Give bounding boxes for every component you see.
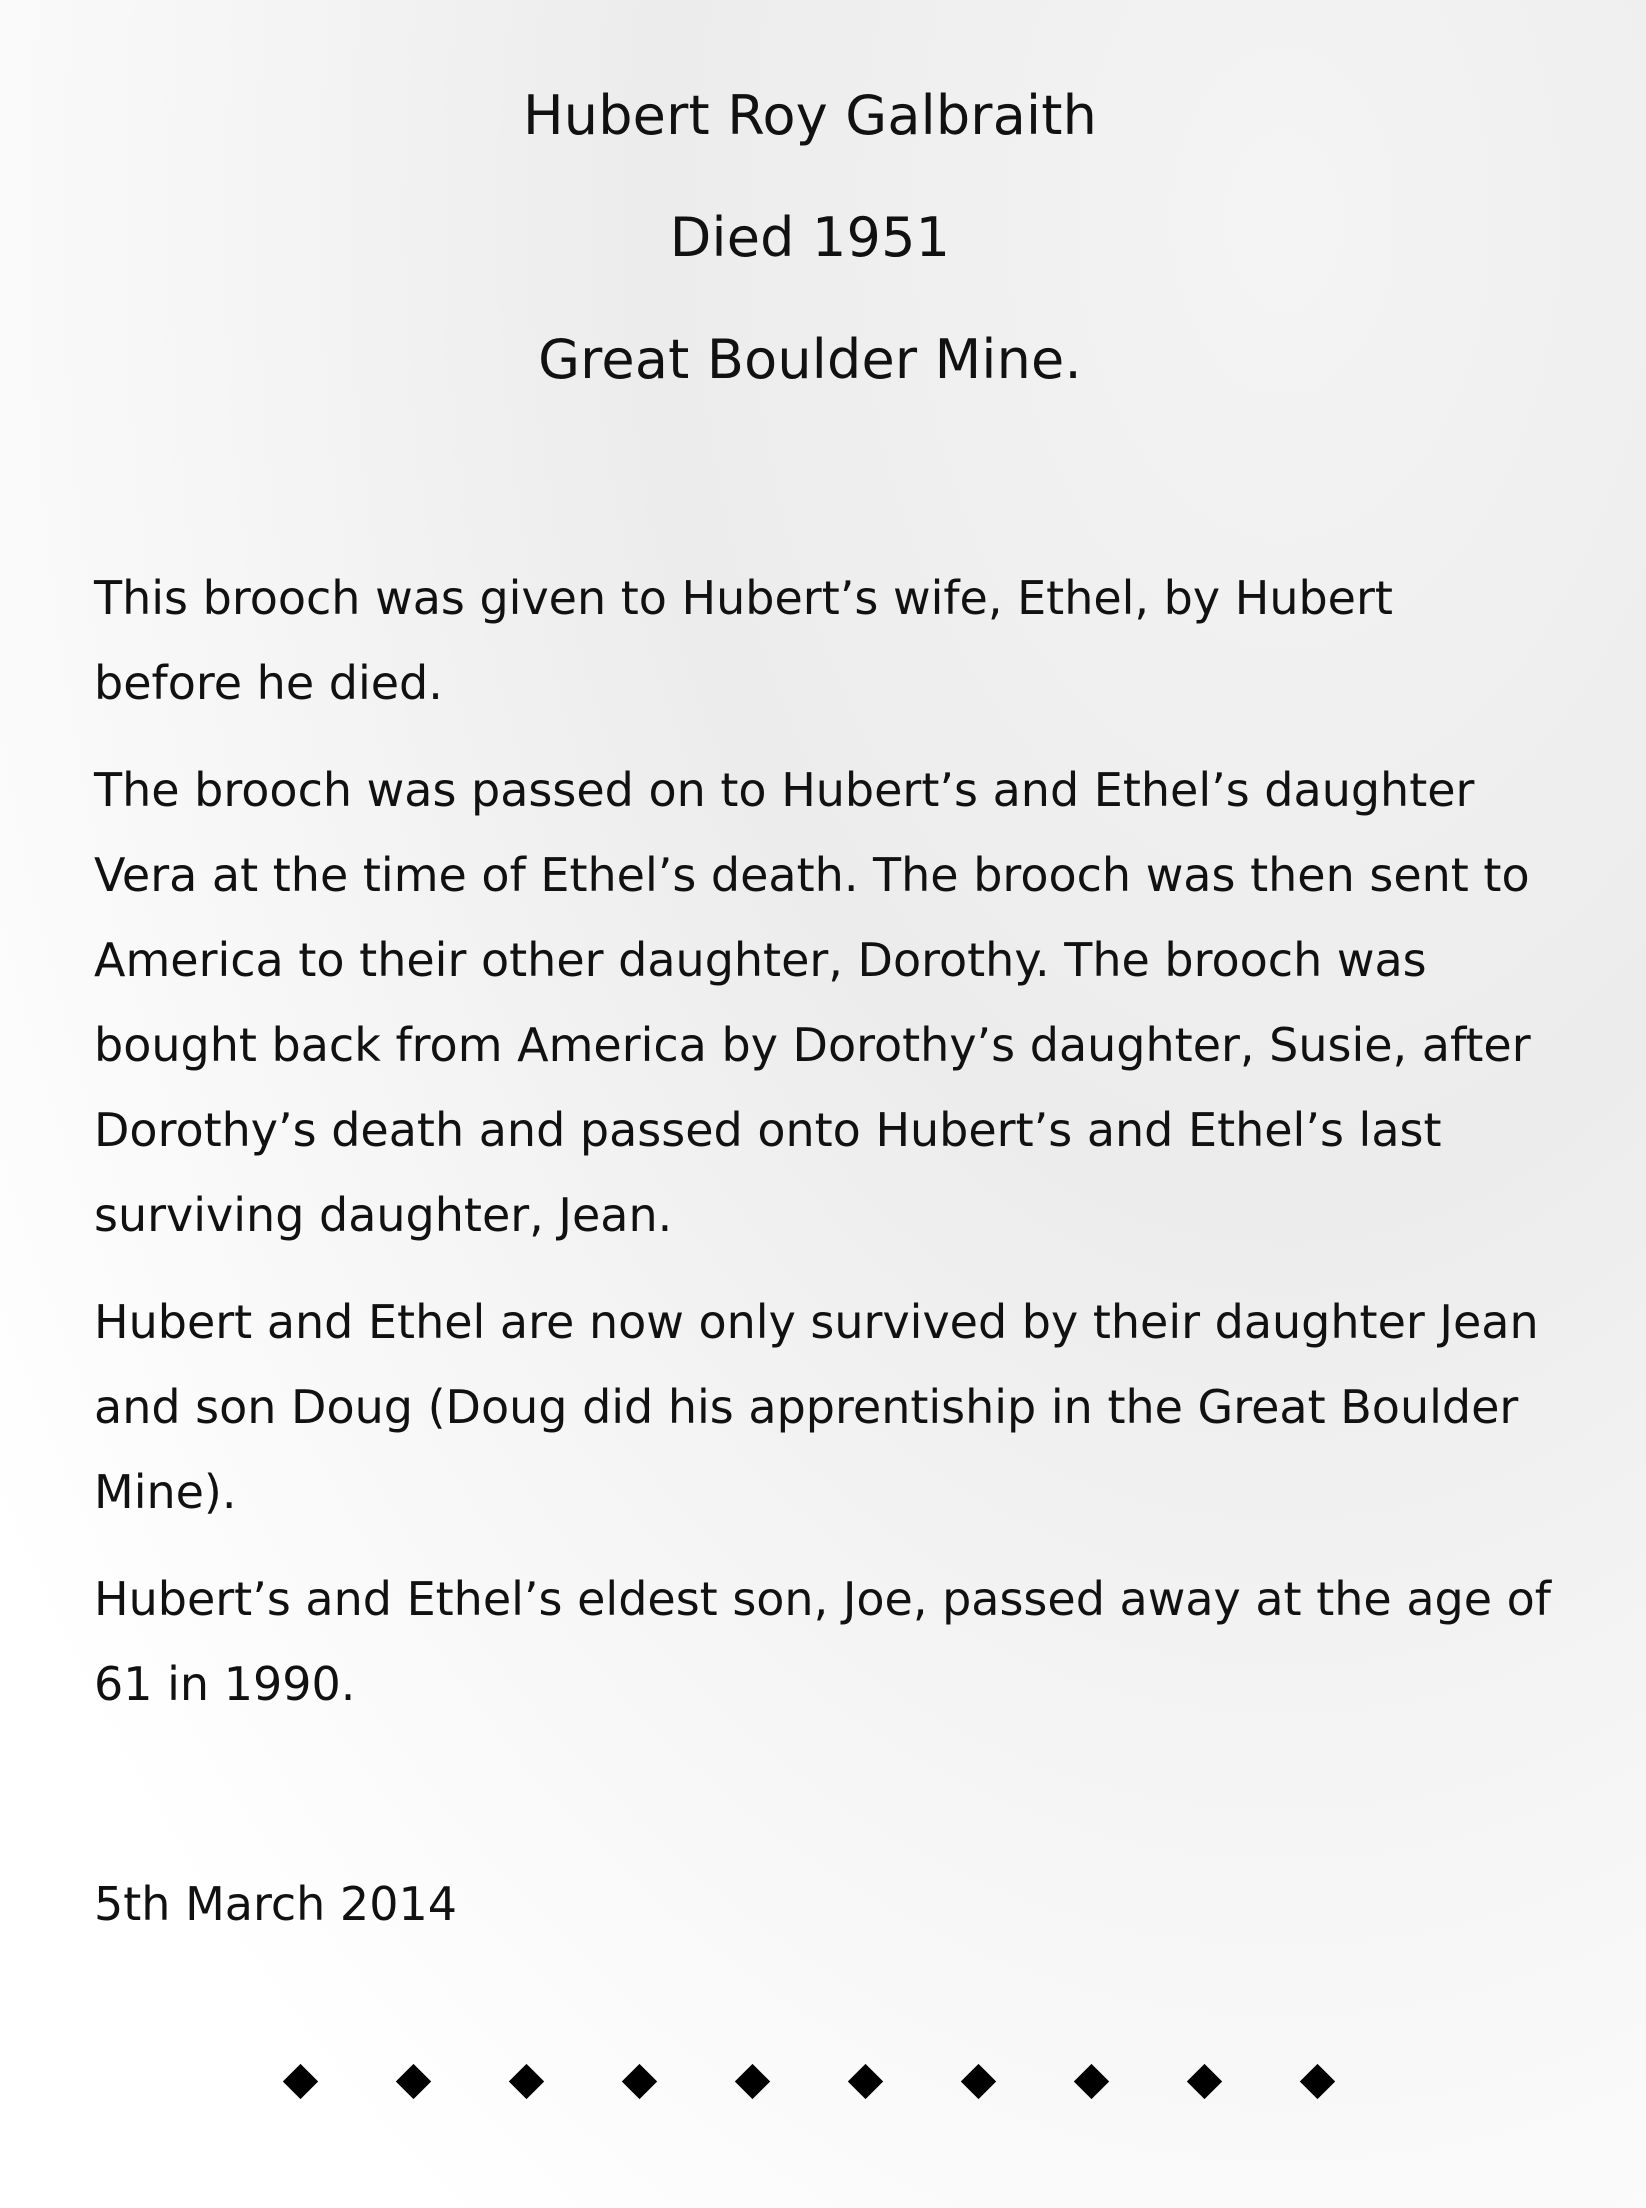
heading-place: Great Boulder Mine. (538, 328, 1082, 391)
heading-name: Hubert Roy Galbraith (522, 84, 1098, 147)
paragraph-brooch-history: The brooch was passed on to Hubert’s and Ethel’s daughter Vera at the time of Ethel’s death. The brooch was then sent to America to their other daughter, Dorothy. The brooch was bought back from America by Dorothy’s daughter, Susie, after Dorothy’s death and passed onto Hubert’s and Ethel’s last surviving daughter, Jean. (94, 763, 1531, 1242)
diamond-icon (509, 2064, 544, 2099)
paragraph-brooch-gift: This brooch was given to Hubert’s wife, Ethel, by Hubert before he died. (94, 571, 1393, 710)
diamond-icon (961, 2064, 996, 2099)
date-line: 5th March 2014 (94, 1877, 457, 1931)
paragraph-survivors: Hubert and Ethel are now only survived by their daughter Jean and son Doug (Doug did his apprentiship in the Great Boulder Mine). (94, 1295, 1539, 1519)
diamond-icon (1187, 2064, 1222, 2099)
heading-died-year: Died 1951 (669, 206, 951, 269)
paragraph-eldest-son: Hubert’s and Ethel’s eldest son, Joe, passed away at the age of 61 in 1990. (94, 1572, 1551, 1711)
diamond-icon (396, 2064, 431, 2099)
diamond-icon (848, 2064, 883, 2099)
diamond-icon (735, 2064, 770, 2099)
diamond-icon (622, 2064, 657, 2099)
diamond-icon (1074, 2064, 1109, 2099)
diamond-icon (283, 2064, 318, 2099)
diamond-icon (1300, 2064, 1335, 2099)
body-text (94, 556, 1554, 1749)
diamond-ornament-row (0, 2062, 1620, 2102)
